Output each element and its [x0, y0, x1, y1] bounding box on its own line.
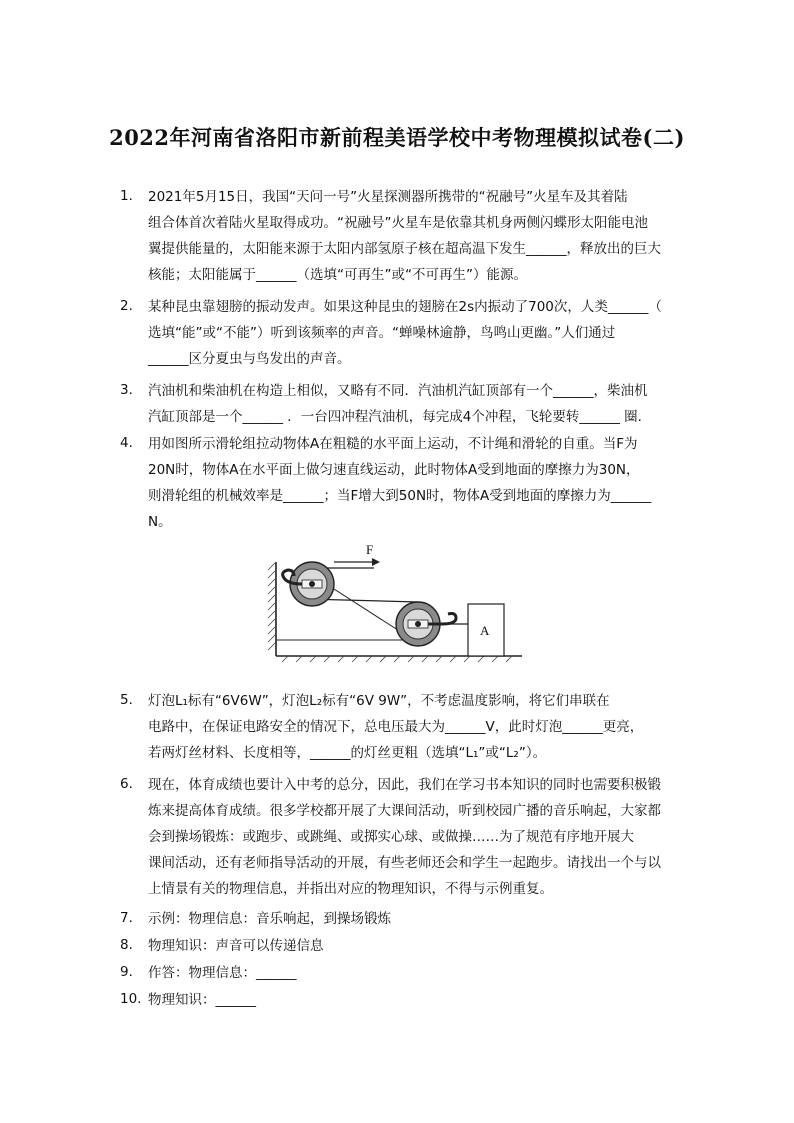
question-text-line: 现在，体育成绩也要计入中考的总分，因此，我们在学习书本知识的同时也需要积极锻 [148, 777, 661, 793]
question-number: 2. [120, 298, 133, 314]
question-number: 6. [120, 776, 133, 792]
pulley-diagram [262, 540, 532, 666]
page-title: 2022年河南省洛阳市新前程美语学校中考物理模拟试卷(二) [109, 125, 685, 150]
question-text-line: 用如图所示滑轮组拉动物体A在粗糙的水平面上运动，不计绳和滑轮的自重。当F为 [148, 436, 638, 452]
question-text-line: 物理知识：声音可以传递信息 [148, 938, 324, 954]
question-text-line: 20N时，物体A在水平面上做匀速直线运动，此时物体A受到地面的摩擦力为30N， [148, 462, 640, 478]
question-text-line: 会到操场锻炼：或跑步、或跳绳、或掷实心球、或做操……为了规范有序地开展大 [148, 829, 634, 845]
question-text-line: 核能；太阳能属于______（选填“可再生”或“不可再生”）能源。 [148, 267, 527, 283]
question-text-line: 灯泡L₁标有“6V6W”，灯泡L₂标有“6V 9W”，不考虑温度影响，将它们串联在 [148, 693, 610, 709]
question-text-line: 示例：物理信息：音乐响起，到操场锻炼 [148, 911, 391, 927]
question-text-line: 选填“能”或“不能”）听到该频率的声音。“蝉噪林逾静，鸟鸣山更幽。”人们通过 [148, 325, 616, 341]
question-number: 9. [120, 964, 133, 980]
question-number: 5. [120, 692, 133, 708]
arrow-right-icon [372, 558, 380, 566]
question-text-line: 某种昆虫靠翅膀的振动发声。如果这种昆虫的翅膀在2s内振动了700次，人类______（ [148, 299, 662, 315]
question-text-line: 电路中，在保证电路安全的情况下，总电压最大为______V，此时灯泡______更亮， [148, 719, 644, 735]
question-number: 8. [120, 937, 133, 953]
force-label: F [366, 542, 374, 557]
question-number: 10. [120, 991, 142, 1007]
question-text-line: 翼提供能量的，太阳能来源于太阳内部氢原子核在超高温下发生______，释放出的巨大 [148, 241, 661, 257]
question-text-line: 物理知识：______ [148, 992, 256, 1008]
question-text-line: 上情景有关的物理信息，并指出对应的物理知识，不得与示例重复。 [148, 881, 553, 897]
question-text-line: 则滑轮组的机械效率是______；当F增大到50N时，物体A受到地面的摩擦力为______ [148, 488, 652, 504]
question-text-line: 汽缸顶部是一个______ ．一台四冲程汽油机，每完成4个冲程，飞轮要转______ 圈． [148, 409, 652, 425]
question-text-line: 汽油机和柴油机在构造上相似，又略有不同．汽油机汽缸顶部有一个______，柴油机 [148, 383, 648, 399]
question-text-line: 2021年5月15日，我国“天问一号”火星探测器所携带的“祝融号”火星车及其着陆 [148, 189, 628, 205]
question-text-line: 作答：物理信息：______ [148, 965, 297, 981]
question-text-line: N。 [148, 514, 172, 530]
question-text-line: 若两灯丝材料、长度相等，______的灯丝更粗（选填“L₁”或“L₂”）。 [148, 745, 547, 761]
question-number: 3. [120, 382, 133, 398]
question-number: 4. [120, 435, 133, 451]
question-number: 7. [120, 910, 133, 926]
question-number: 1. [120, 188, 133, 204]
block-label: A [480, 623, 490, 638]
question-text-line: 组合体首次着陆火星取得成功。“祝融号”火星车是依靠其机身两侧闪蝶形太阳能电池 [148, 215, 648, 231]
question-text-line: 炼来提高体育成绩。很多学校都开展了大课间活动，听到校园广播的音乐响起，大家都 [148, 803, 661, 819]
question-text-line: 课间活动，还有老师指导活动的开展，有些老师还会和学生一起跑步。请找出一个与以 [148, 855, 661, 871]
question-text-line: ______区分夏虫与鸟发出的声音。 [148, 351, 351, 367]
